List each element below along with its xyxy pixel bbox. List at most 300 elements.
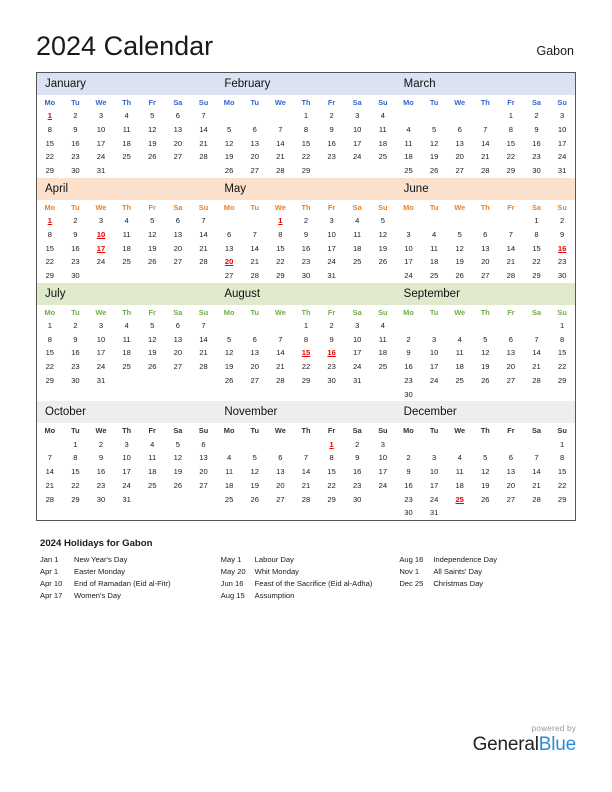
- day-cell: 29: [506, 166, 516, 176]
- day-cell: 15: [532, 243, 541, 253]
- week-row: [37, 109, 216, 123]
- holiday-date: Aug 15: [220, 590, 245, 600]
- weekday-header-row: [216, 96, 395, 109]
- day-cell: 4: [150, 439, 155, 449]
- day-cell: 27: [250, 166, 259, 176]
- day-cell-empty: [242, 214, 268, 228]
- day-cell-empty: [242, 319, 268, 333]
- week-row: [37, 241, 216, 255]
- month-block-june: [396, 178, 575, 283]
- day-cell: 24: [327, 257, 336, 267]
- day-cell-empty: [421, 437, 447, 451]
- month-block-november: [216, 401, 395, 520]
- day-cell: 28: [250, 271, 259, 281]
- day-cell: 20: [173, 138, 183, 148]
- week-row: [216, 109, 395, 123]
- day-cell: 2: [73, 215, 78, 225]
- day-cell-empty: [549, 387, 575, 401]
- weekday-label-tu: Tu: [429, 426, 439, 436]
- weekday-label-we: We: [95, 307, 107, 317]
- day-cell-empty: [498, 437, 524, 451]
- day-cell: 9: [534, 124, 539, 134]
- day-cell-empty: [216, 109, 242, 123]
- day-cell: 6: [252, 334, 257, 344]
- month-name: October: [37, 401, 216, 423]
- day-cell: 27: [250, 376, 259, 386]
- day-cell: 28: [199, 362, 208, 372]
- holiday-list-item: [40, 579, 207, 590]
- day-cell-empty: [524, 437, 550, 451]
- day-cell: 17: [404, 257, 413, 267]
- day-cell: 4: [406, 124, 411, 134]
- week-row: [37, 346, 216, 360]
- day-cell: 23: [404, 494, 413, 504]
- day-cell: 14: [532, 348, 541, 358]
- weekday-label-we: We: [95, 97, 107, 107]
- day-cell: 24: [429, 376, 439, 386]
- day-cell: 30: [71, 271, 80, 281]
- day-cell: 19: [378, 243, 388, 253]
- month-day-grid: [37, 306, 216, 388]
- weekday-header-row: [37, 201, 216, 214]
- day-cell-empty: [88, 269, 114, 283]
- month-block-february: [216, 73, 395, 178]
- day-cell: 8: [278, 229, 283, 239]
- day-cell: 24: [352, 362, 362, 372]
- day-cell-empty: [549, 506, 575, 520]
- holiday-date: Apr 17: [40, 590, 63, 600]
- holiday-list-item: [40, 555, 207, 566]
- day-cell-holiday: 1: [47, 215, 52, 225]
- day-cell: 31: [96, 166, 106, 176]
- week-row: [396, 492, 575, 506]
- day-cell: 10: [327, 229, 336, 239]
- day-cell: 24: [557, 152, 567, 162]
- week-row: [396, 150, 575, 164]
- day-cell: 8: [560, 334, 565, 344]
- weekday-label-fr: Fr: [507, 202, 515, 212]
- month-name: January: [37, 73, 216, 95]
- day-cell: 20: [250, 152, 259, 162]
- day-cell-empty: [421, 319, 447, 333]
- weekday-label-sa: Sa: [531, 97, 542, 107]
- day-cell: 30: [301, 271, 311, 281]
- day-cell: 13: [455, 138, 464, 148]
- weekday-label-th: Th: [480, 97, 490, 107]
- week-row: [216, 136, 395, 150]
- day-cell: 20: [455, 152, 464, 162]
- day-cell: 21: [45, 480, 55, 490]
- week-row: [37, 136, 216, 150]
- day-cell: 16: [404, 480, 413, 490]
- day-cell: 7: [508, 229, 514, 239]
- day-cell: 10: [557, 124, 567, 134]
- day-cell: 21: [276, 362, 285, 372]
- day-cell: 12: [481, 467, 490, 477]
- day-cell-holiday: 15: [301, 348, 311, 358]
- week-row: [396, 506, 575, 520]
- day-cell: 3: [329, 215, 334, 225]
- holiday-column: [40, 555, 219, 603]
- holiday-list-item: [221, 591, 386, 602]
- day-cell-empty: [498, 214, 524, 228]
- holiday-name: Independence Day: [433, 554, 498, 564]
- day-cell-holiday: 1: [278, 215, 283, 225]
- day-cell: 28: [45, 494, 55, 504]
- week-row: [216, 374, 395, 388]
- month-block-october: [37, 401, 216, 520]
- day-cell: 4: [457, 453, 462, 463]
- day-cell-empty: [191, 164, 217, 178]
- week-row: [396, 346, 575, 360]
- day-cell: 18: [122, 348, 131, 358]
- weekday-label-mo: Mo: [403, 97, 414, 107]
- week-row: [396, 136, 575, 150]
- holiday-list-item: [221, 579, 386, 590]
- day-cell: 23: [71, 257, 80, 267]
- weekday-label-th: Th: [122, 426, 132, 436]
- day-cell-empty: [447, 387, 473, 401]
- day-cell-empty: [370, 164, 396, 178]
- day-cell-empty: [191, 374, 217, 388]
- day-cell: 13: [481, 243, 490, 253]
- day-cell: 27: [455, 166, 464, 176]
- day-cell: 16: [352, 467, 362, 477]
- day-cell: 20: [276, 480, 285, 490]
- holiday-name: New Year's Day: [74, 554, 128, 564]
- day-cell: 20: [173, 243, 183, 253]
- day-cell: 13: [250, 348, 259, 358]
- weekday-label-tu: Tu: [71, 426, 80, 436]
- weekday-label-fr: Fr: [507, 426, 515, 436]
- day-cell-empty: [421, 387, 447, 401]
- day-cell: 22: [71, 480, 80, 490]
- weekday-header-row: [37, 96, 216, 109]
- holiday-name: Christmas Day: [433, 578, 484, 588]
- day-cell: 15: [45, 348, 55, 358]
- holiday-date: May 20: [220, 566, 246, 576]
- day-cell: 21: [199, 348, 208, 358]
- day-cell: 30: [71, 376, 80, 386]
- day-cell-empty: [524, 506, 550, 520]
- day-cell: 18: [378, 348, 388, 358]
- day-cell: 15: [45, 243, 55, 253]
- weekday-label-mo: Mo: [223, 426, 235, 436]
- day-cell: 16: [301, 243, 311, 253]
- day-cell: 9: [329, 334, 334, 344]
- weekday-label-fr: Fr: [507, 307, 515, 317]
- day-cell: 4: [457, 334, 462, 344]
- day-cell: 25: [122, 362, 131, 372]
- day-cell: 17: [96, 138, 106, 148]
- day-cell: 8: [47, 124, 52, 134]
- weekday-header-row: [216, 424, 395, 437]
- week-row: [37, 437, 216, 451]
- day-cell: 28: [199, 257, 208, 267]
- day-cell: 29: [301, 376, 311, 386]
- day-cell-empty: [524, 387, 550, 401]
- day-cell: 7: [483, 124, 488, 134]
- day-cell: 14: [301, 467, 311, 477]
- day-cell: 17: [352, 348, 362, 358]
- weekday-label-sa: Sa: [173, 307, 183, 317]
- day-cell: 23: [96, 480, 106, 490]
- holiday-list-item: [221, 567, 386, 578]
- day-cell: 25: [122, 152, 131, 162]
- week-row: [216, 122, 395, 136]
- day-cell: 5: [227, 334, 232, 344]
- month-name: June: [396, 178, 575, 200]
- day-cell: 4: [380, 320, 385, 330]
- week-row: [396, 387, 575, 401]
- day-cell: 2: [534, 111, 539, 121]
- weekday-label-th: Th: [301, 426, 311, 436]
- day-cell: 22: [276, 257, 285, 267]
- holiday-date: Aug 16: [399, 554, 424, 564]
- weekday-label-tu: Tu: [71, 307, 80, 317]
- page-header: [36, 0, 576, 72]
- day-cell: 3: [380, 439, 385, 449]
- week-row: [37, 150, 216, 164]
- day-cell: 8: [47, 334, 52, 344]
- weekday-label-fr: Fr: [148, 202, 156, 212]
- month-block-december: [396, 401, 575, 520]
- week-row: [37, 122, 216, 136]
- day-cell: 9: [98, 453, 104, 463]
- day-cell: 5: [252, 453, 257, 463]
- day-cell: 7: [534, 453, 539, 463]
- week-row: [216, 451, 395, 465]
- day-cell: 29: [532, 271, 541, 281]
- day-cell: 9: [406, 348, 411, 358]
- month-day-grid: [396, 306, 575, 402]
- day-cell: 10: [96, 124, 106, 134]
- month-day-grid: [37, 96, 216, 178]
- weekday-header-row: [216, 201, 395, 214]
- day-cell: 26: [455, 271, 464, 281]
- day-cell: 26: [481, 376, 490, 386]
- day-cell: 22: [506, 152, 516, 162]
- day-cell: 9: [329, 124, 334, 134]
- weekday-label-th: Th: [480, 307, 490, 317]
- day-cell-empty: [216, 214, 242, 228]
- week-row: [396, 164, 575, 178]
- day-cell: 29: [45, 271, 55, 281]
- holiday-list-item: [399, 579, 564, 590]
- month-name: August: [216, 283, 395, 305]
- day-cell: 1: [560, 320, 565, 330]
- day-cell: 15: [276, 243, 285, 253]
- day-cell-holiday: 1: [47, 111, 52, 121]
- day-cell: 19: [173, 467, 183, 477]
- day-cell: 14: [199, 124, 208, 134]
- day-cell: 19: [148, 243, 157, 253]
- day-cell-empty: [370, 269, 396, 283]
- day-cell-empty: [114, 374, 140, 388]
- week-row: [37, 332, 216, 346]
- day-cell: 21: [301, 480, 311, 490]
- day-cell: 23: [404, 376, 413, 386]
- day-cell: 7: [303, 453, 309, 463]
- day-cell: 7: [278, 334, 283, 344]
- day-cell-empty: [216, 437, 242, 451]
- day-cell: 27: [173, 362, 183, 372]
- day-cell: 28: [301, 494, 311, 504]
- day-cell: 12: [224, 348, 234, 358]
- week-row: [216, 269, 395, 283]
- day-cell: 15: [557, 467, 567, 477]
- day-cell: 14: [199, 229, 208, 239]
- weekday-label-tu: Tu: [71, 202, 80, 212]
- weekday-label-fr: Fr: [327, 426, 336, 436]
- day-cell: 14: [506, 243, 516, 253]
- quarter-row: [37, 401, 575, 520]
- day-cell: 12: [148, 124, 157, 134]
- day-cell: 22: [557, 480, 567, 490]
- day-cell: 29: [327, 494, 336, 504]
- weekday-label-th: Th: [480, 426, 490, 436]
- day-cell: 14: [45, 467, 55, 477]
- day-cell: 22: [557, 362, 567, 372]
- holidays-columns: [40, 555, 576, 603]
- day-cell: 23: [327, 362, 336, 372]
- week-row: [396, 319, 575, 333]
- week-row: [216, 437, 395, 451]
- day-cell: 16: [532, 138, 541, 148]
- calendar-grid: [36, 72, 576, 521]
- day-cell: 3: [560, 111, 565, 121]
- day-cell: 8: [303, 334, 309, 344]
- day-cell: 2: [560, 215, 565, 225]
- weekday-label-sa: Sa: [531, 307, 542, 317]
- day-cell: 21: [250, 257, 259, 267]
- day-cell: 25: [148, 480, 157, 490]
- day-cell: 19: [481, 480, 490, 490]
- day-cell-empty: [472, 109, 498, 123]
- day-cell-empty: [447, 109, 473, 123]
- weekday-label-tu: Tu: [429, 202, 439, 212]
- page-title: 2024 Calendar: [36, 31, 214, 61]
- day-cell: 20: [481, 257, 490, 267]
- day-cell: 23: [71, 152, 80, 162]
- weekday-label-su: Su: [557, 307, 567, 317]
- weekday-label-su: Su: [378, 307, 388, 317]
- day-cell: 5: [227, 124, 232, 134]
- day-cell-empty: [498, 319, 524, 333]
- day-cell: 10: [352, 334, 362, 344]
- weekday-label-sa: Sa: [352, 426, 362, 436]
- day-cell-empty: [370, 492, 396, 506]
- week-row: [216, 319, 395, 333]
- month-day-grid: [216, 96, 395, 178]
- weekday-header-row: [396, 424, 575, 437]
- month-name: July: [37, 283, 216, 305]
- day-cell: 5: [431, 124, 437, 134]
- day-cell-empty: [396, 319, 422, 333]
- day-cell-empty: [165, 269, 191, 283]
- day-cell: 14: [276, 348, 285, 358]
- day-cell: 17: [327, 243, 336, 253]
- week-row: [396, 374, 575, 388]
- day-cell: 15: [71, 467, 80, 477]
- day-cell: 3: [98, 215, 104, 225]
- day-cell: 18: [148, 467, 157, 477]
- day-cell: 31: [122, 494, 131, 504]
- weekday-label-th: Th: [301, 202, 311, 212]
- weekday-label-su: Su: [557, 426, 567, 436]
- day-cell: 20: [506, 480, 516, 490]
- day-cell: 19: [224, 362, 234, 372]
- weekday-label-th: Th: [122, 97, 132, 107]
- week-row: [37, 269, 216, 283]
- day-cell: 16: [327, 138, 336, 148]
- day-cell: 8: [329, 453, 334, 463]
- day-cell: 3: [98, 111, 104, 121]
- weekday-label-mo: Mo: [403, 426, 414, 436]
- day-cell-empty: [370, 374, 396, 388]
- day-cell: 11: [404, 138, 413, 148]
- day-cell-empty: [396, 109, 422, 123]
- day-cell: 28: [506, 271, 516, 281]
- day-cell: 11: [225, 467, 234, 477]
- week-row: [216, 214, 395, 228]
- day-cell: 4: [124, 320, 129, 330]
- day-cell: 5: [150, 320, 155, 330]
- day-cell: 1: [47, 320, 52, 330]
- month-day-grid: [216, 424, 395, 506]
- day-cell: 27: [224, 271, 234, 281]
- day-cell: 26: [224, 376, 234, 386]
- day-cell-empty: [447, 214, 473, 228]
- weekday-label-su: Su: [557, 202, 567, 212]
- day-cell: 10: [378, 453, 388, 463]
- month-block-january: [37, 73, 216, 178]
- day-cell: 2: [355, 439, 360, 449]
- holiday-name: Labour Day: [254, 554, 294, 564]
- day-cell: 18: [224, 480, 234, 490]
- day-cell: 2: [406, 453, 411, 463]
- weekday-label-su: Su: [198, 202, 209, 212]
- day-cell-empty: [242, 437, 268, 451]
- weekday-label-th: Th: [301, 307, 311, 317]
- day-cell: 13: [506, 467, 516, 477]
- day-cell-empty: [165, 374, 191, 388]
- day-cell: 24: [352, 152, 362, 162]
- weekday-label-fr: Fr: [327, 307, 336, 317]
- day-cell: 28: [276, 376, 285, 386]
- day-cell-empty: [139, 269, 165, 283]
- logo-text-general: General: [472, 734, 539, 755]
- weekday-label-su: Su: [198, 426, 209, 436]
- weekday-label-mo: Mo: [403, 307, 414, 317]
- day-cell: 24: [378, 480, 388, 490]
- day-cell: 23: [352, 480, 362, 490]
- day-cell: 11: [455, 467, 464, 477]
- day-cell: 28: [532, 376, 541, 386]
- day-cell: 24: [96, 152, 106, 162]
- day-cell: 6: [227, 229, 232, 239]
- day-cell: 9: [303, 229, 309, 239]
- day-cell: 26: [224, 166, 234, 176]
- day-cell: 12: [455, 243, 464, 253]
- day-cell: 13: [173, 334, 183, 344]
- weekday-label-tu: Tu: [250, 202, 259, 212]
- weekday-label-fr: Fr: [148, 426, 156, 436]
- day-cell: 3: [431, 453, 437, 463]
- weekday-header-row: [37, 306, 216, 319]
- month-block-july: [37, 283, 216, 402]
- day-cell: 21: [199, 138, 208, 148]
